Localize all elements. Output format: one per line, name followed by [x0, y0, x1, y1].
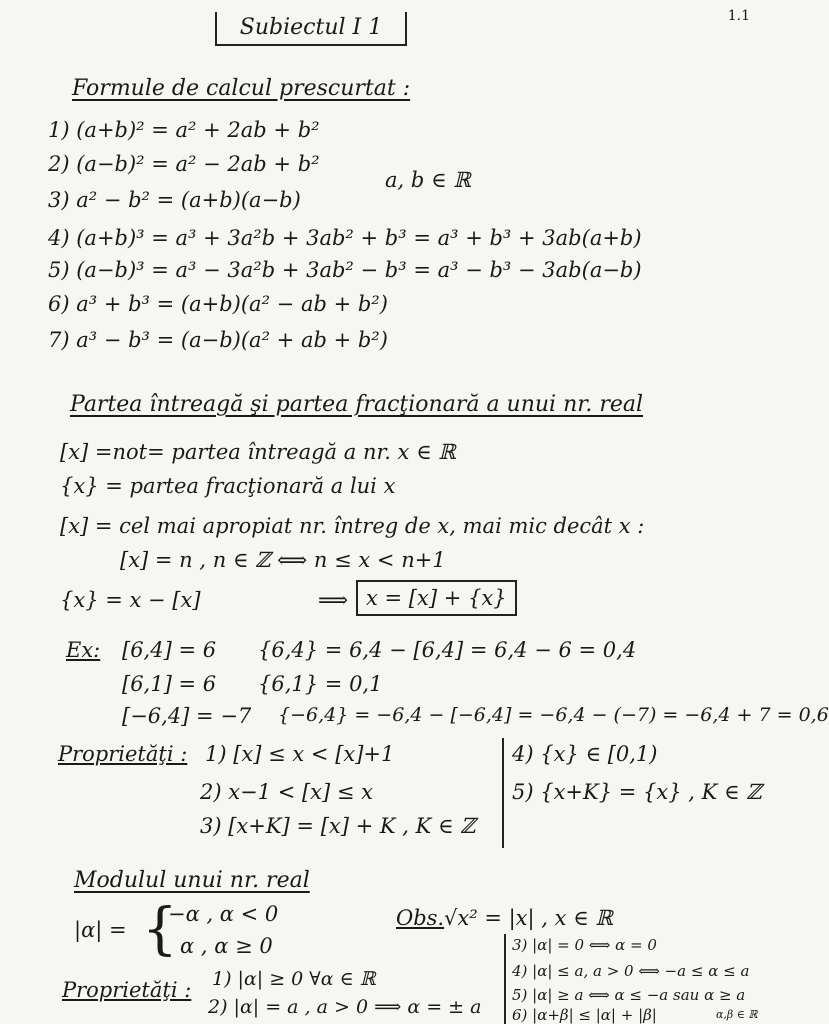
boxed-identity: x = [x] + {x} [356, 580, 517, 616]
integer-prop-3: 3) [x+K] = [x] + K , K ∈ ℤ [200, 814, 476, 838]
modulus-case-2: α , α ≥ 0 [180, 934, 273, 958]
page-number: 1.1 [727, 8, 750, 24]
modulus-props-divider [504, 934, 506, 1024]
modulus-heading: Modulul unui nr. real [74, 868, 310, 893]
integer-prop-1: 1) [x] ≤ x < [x]+1 [205, 742, 395, 766]
modulus-props-note: α,β ∈ ℝ [716, 1008, 758, 1021]
modulus-prop-5: 5) |α| ≥ a ⟺ α ≤ −a sau α ≥ a [512, 986, 746, 1004]
integer-part-heading: Partea întreagă şi partea fracţionară a unui nr. real [70, 392, 644, 417]
example-right-1: {6,4} = 6,4 − [6,4] = 6,4 − 6 = 0,4 [258, 638, 637, 662]
formula-2: 2) (a−b)² = a² − 2ab + b² [48, 152, 320, 176]
modulus-prop-1: 1) |α| ≥ 0 ∀α ∈ ℝ [212, 968, 376, 990]
example-right-3: {−6,4} = −6,4 − [−6,4] = −6,4 − (−7) = −6,4 + 7 = 0,6 [278, 704, 829, 726]
modulus-brace: { [142, 897, 178, 962]
formula-3: 3) a² − b² = (a+b)(a−b) [48, 188, 301, 212]
obs-text: √x² = |x| , x ∈ ℝ [444, 906, 613, 930]
integer-prop-2: 2) x−1 < [x] ≤ x [200, 780, 373, 804]
examples-label: Ex: [66, 638, 101, 662]
modulus-prop-4: 4) |α| ≤ a, a > 0 ⟺ −a ≤ α ≤ a [512, 962, 750, 980]
props-divider [502, 738, 504, 848]
modulus-prop-3: 3) |α| = 0 ⟺ α = 0 [512, 936, 657, 954]
modulus-lhs: |α| = [74, 918, 127, 942]
modulus-case-1: −α , α < 0 [168, 902, 279, 926]
formula-1: 1) (a+b)² = a² + 2ab + b² [48, 118, 320, 142]
example-left-3: [−6,4] = −7 [122, 704, 252, 728]
modulus-props-label: Proprietăţi : [62, 978, 192, 1002]
integer-prop-4: 4) {x} ∈ [0,1) [512, 742, 658, 766]
implies-arrow: ⟹ [318, 588, 349, 612]
fractional-formula: {x} = x − [x] [60, 588, 201, 612]
integer-condition: [x] = n , n ∈ ℤ ⟺ n ≤ x < n+1 [120, 548, 446, 572]
formula-5: 5) (a−b)³ = a³ − 3a²b + 3ab² − b³ = a³ − b³ − 3ab(a−b) [48, 258, 642, 282]
example-left-1: [6,4] = 6 [122, 638, 217, 662]
modulus-prop-2: 2) |α| = a , a > 0 ⟹ α = ± a [208, 996, 482, 1018]
formulas-domain-note: a, b ∈ ℝ [385, 168, 471, 192]
formula-7: 7) a³ − b³ = (a−b)(a² + ab + b²) [48, 328, 388, 352]
modulus-prop-6: 6) |α+β| ≤ |α| + |β| [512, 1006, 657, 1024]
def-fractional-part: {x} = partea fracţionară a lui x [60, 474, 396, 498]
formula-6: 6) a³ + b³ = (a+b)(a² − ab + b²) [48, 292, 388, 316]
integer-prop-5: 5) {x+K} = {x} , K ∈ ℤ [512, 780, 762, 804]
def-integer-part: [x] =not= partea întreagă a nr. x ∈ ℝ [60, 440, 456, 464]
example-left-2: [6,1] = 6 [122, 672, 217, 696]
formulas-heading: Formule de calcul prescurtat : [72, 76, 411, 101]
example-right-2: {6,1} = 0,1 [258, 672, 383, 696]
def-integer-line: [x] = cel mai apropiat nr. întreg de x, mai mic decât x : [60, 514, 645, 538]
formula-4: 4) (a+b)³ = a³ + 3a²b + 3ab² + b³ = a³ + b³ + 3ab(a+b) [48, 226, 642, 250]
page-title: Subiectul I 1 [215, 12, 407, 46]
obs-label: Obs. [396, 906, 445, 930]
integer-props-label: Proprietăţi : [58, 742, 188, 766]
